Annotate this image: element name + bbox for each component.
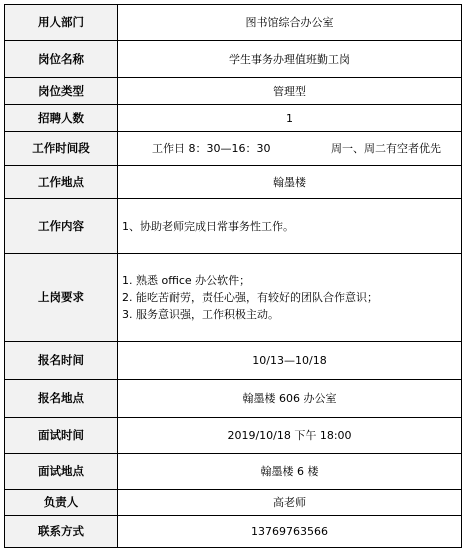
row-registration-place xyxy=(5,380,462,418)
work-hours-label: 工作时间段 xyxy=(5,132,118,166)
job-posting-table xyxy=(4,4,462,548)
row-contact-info xyxy=(5,516,462,548)
contact-info-value: 13769763566 xyxy=(118,516,462,548)
row-department xyxy=(5,5,462,41)
contact-info-label: 联系方式 xyxy=(5,516,118,548)
department-label: 用人部门 xyxy=(5,5,118,41)
contact-person-label: 负责人 xyxy=(5,490,118,516)
work-location-value: 翰墨楼 xyxy=(118,166,462,199)
contact-person-value: 高老师 xyxy=(118,490,462,516)
row-registration-time xyxy=(5,342,462,380)
work-hours-value xyxy=(118,132,462,166)
requirement-item: 3. 服务意识强，工作积极主动。 xyxy=(122,308,279,321)
headcount-label: 招聘人数 xyxy=(5,105,118,132)
interview-time-value: 2019/10/18 下午 18:00 xyxy=(118,418,462,454)
interview-time-label: 面试时间 xyxy=(5,418,118,454)
headcount-value: 1 xyxy=(118,105,462,132)
registration-place-value: 翰墨楼 606 办公室 xyxy=(118,380,462,418)
registration-time-label: 报名时间 xyxy=(5,342,118,380)
department-value: 图书馆综合办公室 xyxy=(118,5,462,41)
work-hours-preference: 周一、周二有空者优先 xyxy=(331,142,441,155)
position-name-label: 岗位名称 xyxy=(5,41,118,78)
row-work-location xyxy=(5,166,462,199)
row-position-type xyxy=(5,78,462,105)
row-work-hours xyxy=(5,132,462,166)
registration-place-label: 报名地点 xyxy=(5,380,118,418)
requirements-value xyxy=(118,254,462,342)
requirement-item: 2. 能吃苦耐劳，责任心强，有较好的团队合作意识； xyxy=(122,291,378,304)
row-interview-place xyxy=(5,454,462,490)
work-content-value: 1、协助老师完成日常事务性工作。 xyxy=(118,199,462,254)
row-work-content xyxy=(5,199,462,254)
interview-place-label: 面试地点 xyxy=(5,454,118,490)
interview-place-value: 翰墨楼 6 楼 xyxy=(118,454,462,490)
requirements-label: 上岗要求 xyxy=(5,254,118,342)
row-contact-person xyxy=(5,490,462,516)
row-headcount xyxy=(5,105,462,132)
work-content-label: 工作内容 xyxy=(5,199,118,254)
position-type-value: 管理型 xyxy=(118,78,462,105)
row-requirements xyxy=(5,254,462,342)
position-name-value: 学生事务办理值班勤工岗 xyxy=(118,41,462,78)
registration-time-value: 10/13—10/18 xyxy=(118,342,462,380)
row-interview-time xyxy=(5,418,462,454)
work-hours-time: 工作日 8：30—16：30 xyxy=(152,142,271,155)
requirement-item: 1. 熟悉 office 办公软件； xyxy=(122,274,251,287)
row-position-name xyxy=(5,41,462,78)
work-location-label: 工作地点 xyxy=(5,166,118,199)
position-type-label: 岗位类型 xyxy=(5,78,118,105)
